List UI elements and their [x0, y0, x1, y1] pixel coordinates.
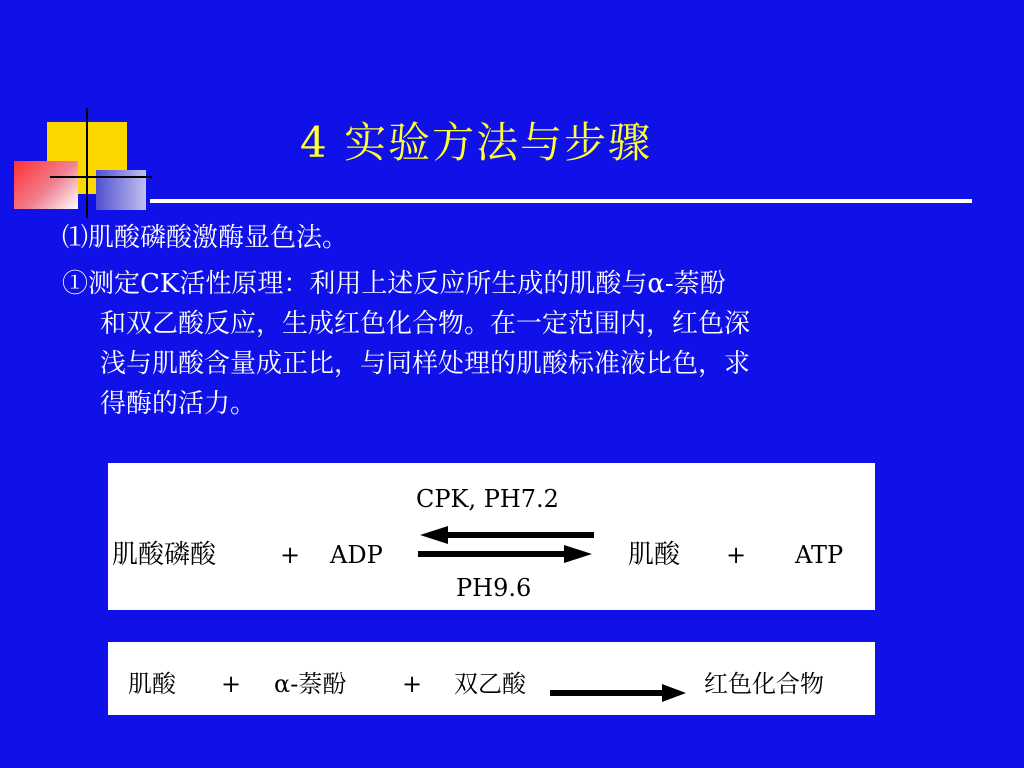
reaction1-plus-2: +	[726, 541, 747, 569]
decor-red-square	[14, 161, 78, 209]
reaction1-reactant1: 肌酸磷酸	[112, 540, 217, 570]
principle-paragraph	[62, 264, 967, 424]
principle-line-4: 得酶的活力。	[100, 389, 257, 419]
principle-line-1: ①测定CK活性原理：利用上述反应所生成的肌酸与α-萘酚	[62, 269, 726, 299]
arrow-right-icon	[550, 684, 686, 702]
slide-title: 4 实验方法与步骤	[300, 118, 653, 167]
reaction-equation-box-1	[108, 463, 875, 610]
principle-line-3: 浅与肌酸含量成正比，与同样处理的肌酸标准液比色，求	[100, 349, 751, 379]
method-heading: ⑴肌酸磷酸激酶显色法。	[62, 223, 349, 253]
reaction2-reactant3: 双乙酸	[454, 670, 526, 698]
reaction2-plus-1: +	[221, 670, 242, 698]
reaction1-condition-top: CPK, PH7.2	[416, 485, 559, 513]
reaction1-product1: 肌酸	[628, 540, 681, 570]
reaction-equation-box-2	[108, 642, 875, 715]
reaction2-plus-2: +	[402, 670, 423, 698]
principle-line-2: 和双乙酸反应，生成红色化合物。在一定范围内，红色深	[100, 309, 751, 339]
reaction1-reactant2: ADP	[330, 541, 383, 569]
reaction2-reactant2: α-萘酚	[274, 670, 347, 698]
reaction2-product: 红色化合物	[704, 670, 824, 698]
decor-vertical-line	[86, 108, 88, 218]
reaction1-condition-bottom: PH9.6	[456, 574, 532, 602]
reaction1-product2: ATP	[795, 541, 844, 569]
title-underline	[150, 199, 972, 203]
reversible-arrow-icon	[418, 526, 594, 563]
reaction2-reactant1: 肌酸	[128, 670, 176, 698]
decor-horizontal-line	[50, 176, 152, 178]
reaction1-plus-1: +	[280, 541, 301, 569]
